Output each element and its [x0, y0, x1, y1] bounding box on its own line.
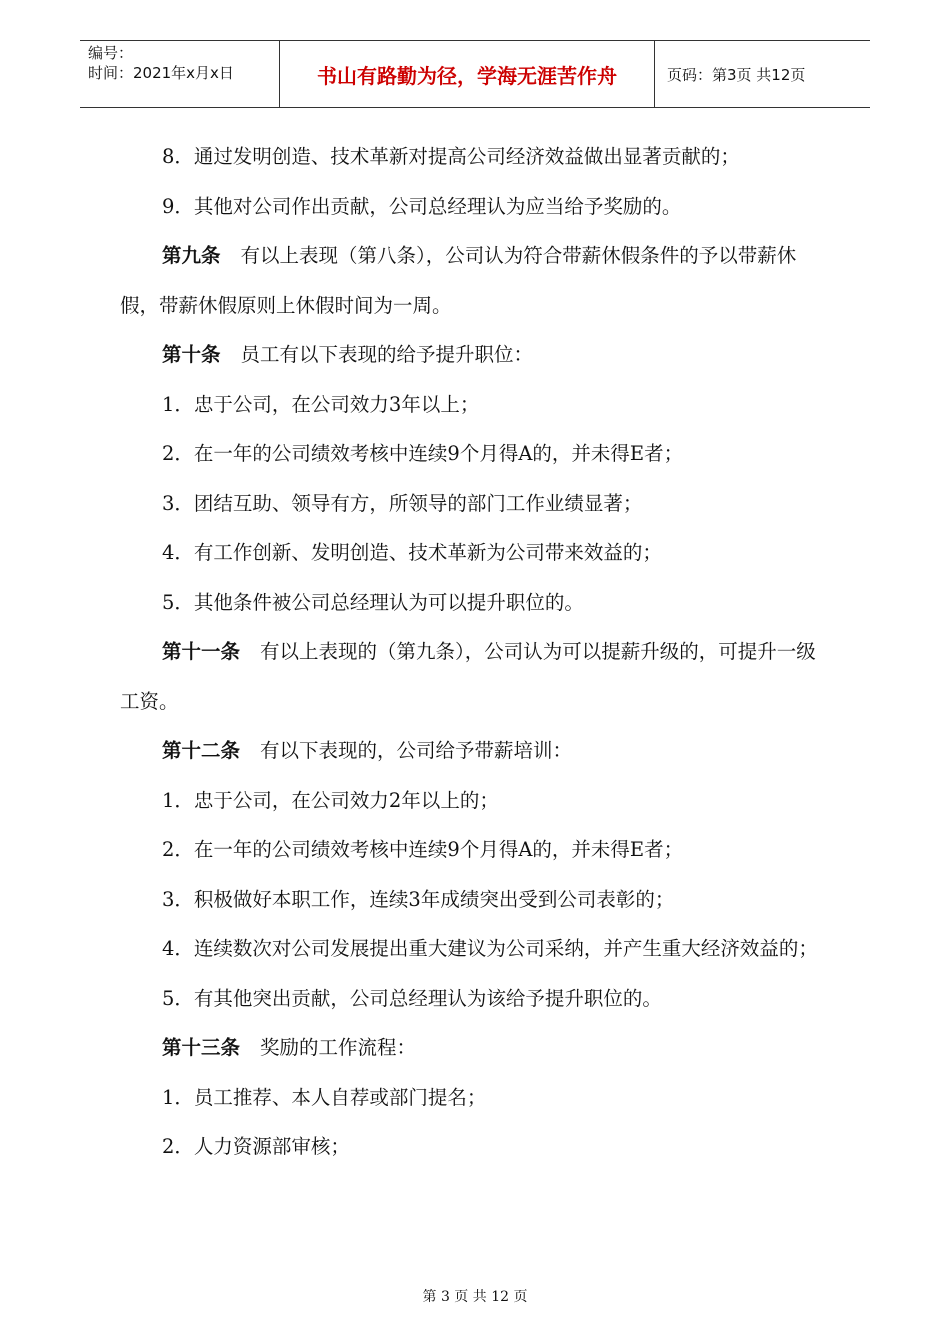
list-item: 1．员工推荐、本人自荐或部门提名； — [162, 1085, 487, 1109]
list-item: 2．人力资源部审核； — [162, 1135, 350, 1158]
article-13 — [120, 1023, 835, 1073]
list-item: 9．其他对公司作出贡献，公司总经理认为应当给予奖励的。 — [162, 194, 682, 218]
page-header — [80, 40, 870, 108]
article-12 — [120, 726, 835, 776]
list-item: 5．有其他突出贡献，公司总经理认为该给予提升职位的。 — [162, 986, 662, 1010]
article-title: 第十条 — [162, 343, 221, 366]
article-title: 第十二条 — [162, 739, 241, 762]
article-text: 有以上表现（第八条），公司认为符合带薪休假条件的予以带薪休假，带薪休假原则上休假时间为一周。 — [120, 244, 797, 317]
page-footer: 第 3 页 共 12 页 — [422, 1289, 528, 1305]
list-item: 5．其他条件被公司总经理认为可以提升职位的。 — [162, 590, 584, 614]
document-body — [120, 132, 835, 1172]
article-9 — [120, 231, 835, 330]
article-11 — [120, 627, 835, 726]
list-item: 4．有工作创新、发明创造、技术革新为公司带来效益的； — [162, 541, 662, 564]
list-item: 1．忠于公司，在公司效力3年以上； — [162, 392, 480, 416]
header-meta — [80, 41, 280, 107]
article-title: 第十三条 — [162, 1036, 241, 1059]
number-label: 编号： — [88, 44, 134, 62]
header-page-info: 页码：第3页 共12页 — [667, 65, 806, 84]
list-item: 8．通过发明创造、技术革新对提高公司经济效益做出显著贡献的； — [162, 145, 740, 168]
time-label: 时间：2021年x月x日 — [88, 64, 234, 82]
list-item: 1．忠于公司，在公司效力2年以上的； — [162, 788, 499, 812]
article-text: 奖励的工作流程： — [260, 1036, 417, 1059]
article-title: 第十一条 — [162, 640, 241, 663]
list-item: 4．连续数次对公司发展提出重大建议为公司采纳，并产生重大经济效益的； — [162, 937, 818, 960]
header-motto: 书山有路勤为径，学海无涯苦作舟 — [280, 41, 655, 107]
article-title: 第九条 — [162, 244, 221, 267]
list-item: 3．团结互助、领导有方，所领导的部门工作业绩显著； — [162, 491, 643, 515]
article-text: 有以下表现的，公司给予带薪培训： — [260, 739, 573, 762]
article-text: 有以上表现的（第九条），公司认为可以提薪升级的，可提升一级工资。 — [120, 640, 816, 713]
article-10 — [120, 330, 835, 380]
list-item: 2．在一年的公司绩效考核中连续9个月得A的，并未得E者； — [162, 838, 684, 861]
list-item: 2．在一年的公司绩效考核中连续9个月得A的，并未得E者； — [162, 442, 684, 465]
article-text: 员工有以下表现的给予提升职位： — [240, 343, 534, 366]
list-item: 3．积极做好本职工作，连续3年成绩突出受到公司表彰的； — [162, 887, 675, 911]
